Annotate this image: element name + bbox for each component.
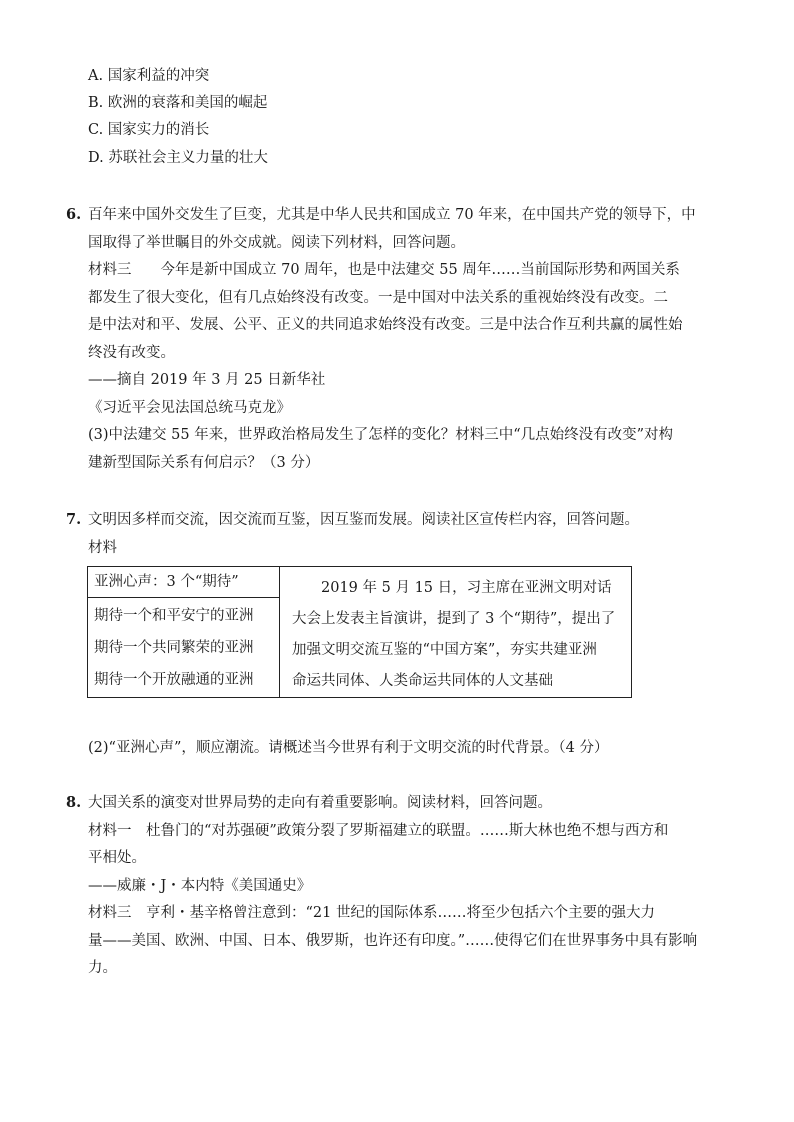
expectation-item: 期待一个开放融通的亚洲 [94, 672, 254, 688]
description-line: 加强文明交流互鉴的“中国方案”，夯实共建亚洲 [292, 642, 597, 658]
question-7-prompt: (2)“亚洲心声”，顺应潮流。请概述当今世界有利于文明交流的时代背景。（4 分） [88, 740, 609, 756]
description-line: 2019 年 5 月 15 日，习主席在亚洲文明对话 [292, 580, 612, 596]
option-a: A. 国家利益的冲突 [88, 68, 210, 84]
question-6-source-line: 《习近平会见法国总统马克龙》 [88, 400, 291, 416]
question-8-material3-line: 量——美国、欧洲、中国、日本、俄罗斯，也许还有印度。”……使得它们在世界事务中具有影响 [88, 933, 698, 949]
question-8-intro: 大国关系的演变对世界局势的走向有着重要影响。阅读材料，回答问题。 [88, 795, 552, 811]
question-6-intro-line: 国取得了举世瞩目的外交成就。阅读下列材料，回答问题。 [88, 235, 465, 251]
table-header-cell: 亚洲心声：3 个“期待” [88, 567, 280, 598]
question-8-material1-line: 平相处。 [88, 850, 146, 866]
question-6-material-line: 都发生了很大变化，但有几点始终没有改变。一是中国对中法关系的重视始终没有改变。二 [88, 290, 668, 306]
option-c: C. 国家实力的消长 [88, 122, 210, 138]
question-8-number: 8. [66, 794, 82, 811]
question-8-material1-line: 材料一 杜鲁门的“对苏强硬”政策分裂了罗斯福建立的联盟。……斯大林也绝不想与西方和 [88, 823, 669, 839]
option-d: D. 苏联社会主义力量的壮大 [88, 150, 268, 166]
expectation-item: 期待一个共同繁荣的亚洲 [94, 640, 254, 656]
question-8-source: ——威廉・J・本内特《美国通史》 [88, 878, 312, 894]
description-line: 大会上发表主旨演讲，提到了 3 个“期待”，提出了 [292, 611, 616, 627]
description-line: 命运共同体、人类命运共同体的人文基础 [292, 673, 553, 689]
question-6-material-line: 材料三 今年是新中国成立 70 周年，也是中法建交 55 周年……当前国际形势和两国关系 [88, 262, 680, 278]
question-6-number: 6. [66, 206, 82, 223]
question-7-number: 7. [66, 511, 82, 528]
question-6-material-line: 终没有改变。 [88, 345, 175, 361]
option-b: B. 欧洲的衰落和美国的崛起 [88, 95, 268, 111]
question-6-prompt-line: (3)中法建交 55 年来，世界政治格局发生了怎样的变化？材料三中“几点始终没有改变”对构 [88, 427, 674, 443]
question-6-source-line: ——摘自 2019 年 3 月 25 日新华社 [88, 372, 326, 388]
question-8-material3-line: 材料三 亨利・基辛格曾注意到：“21 世纪的国际体系……将至少包括六个主要的强大力 [88, 905, 655, 921]
question-8-material3-line: 力。 [88, 960, 117, 976]
table-description-cell [280, 567, 632, 698]
bulletin-board-table [87, 566, 632, 698]
expectation-item: 期待一个和平安宁的亚洲 [94, 608, 254, 624]
expectations-cell [88, 598, 280, 698]
question-6-prompt-line: 建新型国际关系有何启示？（3 分） [88, 455, 320, 471]
question-6-material-line: 是中法对和平、发展、公平、正义的共同追求始终没有改变。三是中法合作互利共赢的属性始 [88, 317, 683, 333]
question-6-intro-line: 百年来中国外交发生了巨变，尤其是中华人民共和国成立 70 年来，在中国共产党的领导下，中 [88, 207, 696, 223]
question-7-intro: 文明因多样而交流，因交流而互鉴，因互鉴而发展。阅读社区宣传栏内容，回答问题。 [88, 512, 639, 528]
question-7-material-label: 材料 [88, 540, 117, 556]
